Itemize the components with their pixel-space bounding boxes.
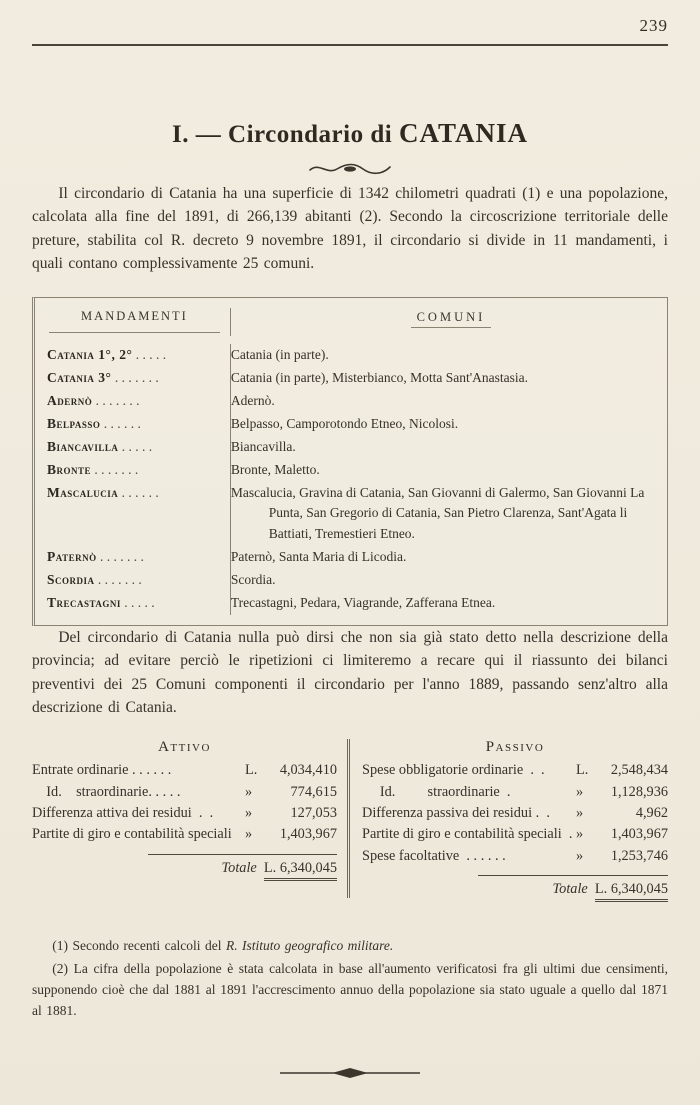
totale-amount: 6,340,045 — [610, 881, 668, 898]
passivo-column — [350, 739, 668, 898]
mandamento-name: Trecastagni — [47, 595, 121, 611]
totale-rule — [148, 854, 337, 855]
totale-rule — [478, 875, 668, 876]
leader-dots: . . . . . . . — [92, 392, 140, 408]
comuni-list: Adernò. — [230, 392, 275, 408]
row-label: Entrate ordinarie . . . . . . — [32, 762, 172, 779]
mandamento-name: Paternò — [47, 549, 97, 565]
row-label: Id. straordinarie. . . . . — [32, 783, 181, 800]
table-row — [35, 546, 667, 569]
leader-dots: . . . . . . . — [96, 549, 144, 565]
comuni-list: Catania (in parte), Misterbianco, Motta Sant'Anastasia. — [230, 369, 529, 385]
leader-dots: . . . . . — [132, 347, 167, 362]
row-label: Partite di giro e contabilità speciali . — [362, 826, 573, 843]
table-header-mandamenti: MANDAMENTI — [49, 309, 220, 333]
intro-paragraph: Il circondario di Catania ha una superficie di 1342 chilometri quadrati (1) e una popolazione, calcolata alla fine del 1891, di 266,139 abitanti (2). Secondo la circoscrizione territoriale delle preture, stabilita col R. decreto 9 novembre 1891, il circondario si divide in 11 mandamenti, i quali contano complessivamente 25 comuni. — [32, 185, 668, 272]
title-prefix: I. — Circondario di — [172, 121, 399, 148]
totale-amount: 6,340,045 — [279, 859, 337, 876]
balance-row — [362, 760, 668, 781]
balance-row — [362, 846, 668, 867]
page-number: 239 — [639, 16, 668, 35]
leader-dots: . . . . . . . — [94, 572, 142, 588]
currency-symbol: L. — [576, 762, 589, 779]
currency-symbol: » — [576, 847, 584, 864]
amount: 1,403,967 — [610, 826, 668, 843]
footnote-1-italic: R. Istituto geografico militare. — [225, 938, 394, 954]
amount: 2,548,434 — [610, 762, 668, 779]
row-label: Partite di giro e contabilità speciali — [32, 826, 232, 843]
mandamento-name: Biancavilla — [47, 438, 119, 454]
table-row — [35, 482, 667, 547]
currency-symbol: » — [245, 783, 253, 800]
comuni-list: Bronte, Maletto. — [230, 461, 320, 477]
comuni-list: Trecastagni, Pedara, Viagrande, Zafferana Etnea. — [230, 595, 496, 611]
attivo-column — [32, 739, 350, 898]
amount: 1,128,936 — [610, 783, 668, 800]
balance-row — [362, 782, 668, 803]
leader-dots: . . . . . — [120, 595, 155, 611]
bottom-ornament-icon — [32, 1066, 668, 1084]
balance-row — [32, 782, 337, 803]
mandamento-name: Scordia — [47, 572, 95, 588]
table-header-row — [35, 298, 667, 336]
comuni-list: Paternò, Santa Maria di Licodia. — [230, 549, 407, 565]
row-label: Spese facoltative . . . . . . — [362, 847, 506, 864]
totale-label: Totale — [221, 859, 257, 876]
currency-symbol: » — [576, 783, 584, 800]
table-row — [35, 367, 667, 390]
currency-symbol: » — [245, 804, 253, 821]
row-label: Id. straordinarie . — [362, 783, 511, 800]
table-row — [35, 413, 667, 436]
row-label: Differenza attiva dei residui . . — [32, 804, 214, 821]
comuni-list: Mascalucia, Gravina di Catania, San Giovanni di Galermo, San Giovanni La Punta, San Gregorio di Catania, San Pietro Clarenza, Sant'Agata li Battiati, Tremestieri Etneo. — [230, 484, 645, 542]
table-body — [35, 336, 667, 625]
footnote-1: (1) Secondo recenti calcoli del R. Istituto geografico militare. — [52, 938, 394, 954]
row-label: Differenza passiva dei residui . . — [362, 804, 550, 821]
leader-dots: . . . . . . . — [91, 461, 139, 477]
comuni-list: Belpasso, Camporotondo Etneo, Nicolosi. — [230, 415, 459, 431]
totale-label: Totale — [552, 881, 588, 898]
title-flourish-icon — [32, 161, 668, 182]
row-label: Spese obbligatorie ordinarie . . — [362, 762, 545, 779]
table-row — [35, 459, 667, 482]
leader-dots: . . . . . . — [100, 415, 141, 431]
table-row — [35, 390, 667, 413]
table-row — [35, 436, 667, 459]
totale-row — [362, 875, 668, 898]
currency-symbol: » — [576, 804, 584, 821]
totale-row — [32, 854, 337, 877]
balance-section — [32, 739, 668, 898]
title-emphasis: CATANIA — [398, 118, 528, 148]
leader-dots: . . . . . — [118, 438, 153, 454]
amount: 1,253,746 — [610, 847, 668, 864]
table-row — [35, 344, 667, 367]
balance-row — [32, 760, 337, 781]
mandamenti-table — [32, 297, 668, 626]
comuni-list: Biancavilla. — [230, 438, 296, 454]
mandamento-name: Adernò — [47, 392, 93, 408]
amount: 4,962 — [635, 804, 668, 821]
passivo-header: Passivo — [485, 739, 545, 756]
balance-row — [32, 803, 337, 824]
totale-currency: L. — [594, 881, 608, 898]
page-title — [32, 118, 668, 149]
attivo-header: Attivo — [158, 739, 211, 756]
footnotes — [32, 936, 668, 1022]
footnote-2: (2) La cifra della popolazione è stata calcolata in base all'aumento verificatosi fra gli ultimi due censimenti, supponendo cioè che dal 1881 al 1891 l'accrescimento annuo della popolazione sia stato uguale a quello dal 1871 al 1881. — [32, 961, 668, 1019]
totale-currency: L. — [263, 859, 277, 876]
amount: 4,034,410 — [279, 762, 337, 779]
amount: 774,615 — [290, 783, 337, 800]
amount: 127,053 — [290, 804, 337, 821]
balance-row — [362, 803, 668, 824]
comuni-list: Scordia. — [230, 572, 276, 588]
comuni-list: Catania (in parte). — [230, 347, 329, 362]
amount: 1,403,967 — [279, 826, 337, 843]
currency-symbol: L. — [245, 762, 258, 779]
mandamento-name: Mascalucia — [47, 484, 119, 500]
body-paragraph: Del circondario di Catania nulla può dirsi che non sia già stato detto nella descrizione della provincia; ad evitare perciò le ripetizioni ci limiteremo a recare qui il riassunto dei bilanci preventivi dei 25 Comuni componenti il circondario per l'anno 1889, passando senz'altro alla descrizione di Catania. — [32, 629, 668, 716]
mandamento-name: Bronte — [47, 461, 92, 477]
currency-symbol: » — [576, 826, 584, 843]
leader-dots: . . . . . . — [118, 484, 159, 500]
top-rule — [32, 44, 668, 46]
balance-row — [362, 824, 668, 845]
table-row — [35, 592, 667, 615]
balance-row — [32, 824, 337, 845]
currency-symbol: » — [245, 826, 253, 843]
table-header-comuni: COMUNI — [411, 310, 492, 328]
mandamento-name: Catania 1°, 2° — [47, 347, 133, 362]
leader-dots: . . . . . . . — [111, 369, 159, 385]
mandamento-name: Belpasso — [47, 415, 101, 431]
mandamento-name: Catania 3° — [47, 369, 112, 385]
table-row — [35, 569, 667, 592]
